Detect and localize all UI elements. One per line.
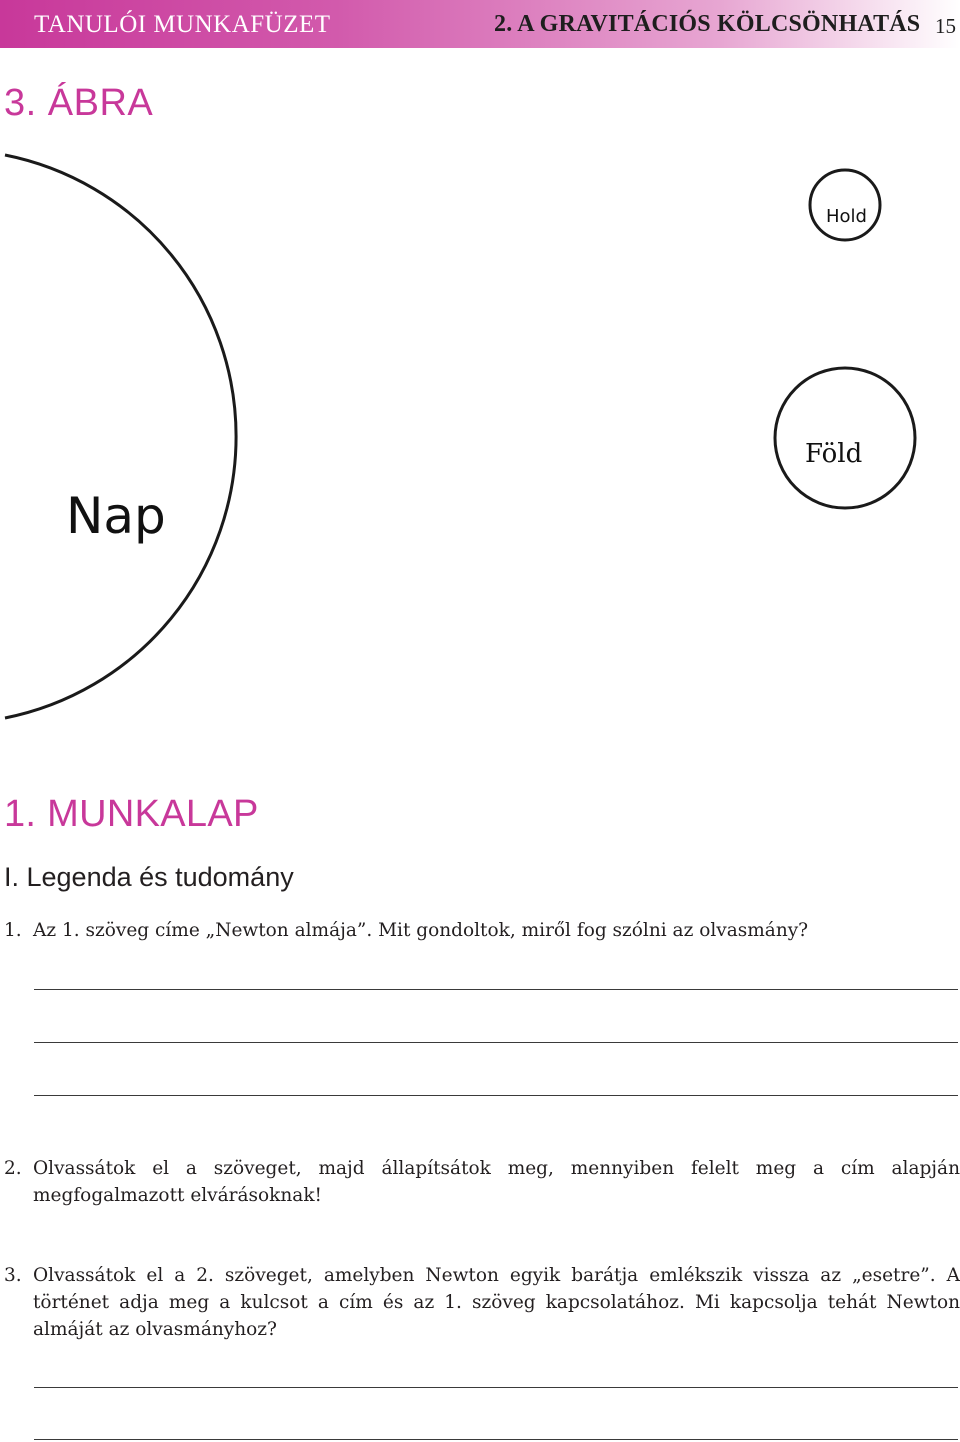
moon-label: Hold (826, 206, 867, 227)
answer-line[interactable] (34, 1387, 958, 1388)
sun-arc (5, 155, 236, 718)
sun-label: Nap (66, 487, 166, 545)
question-number: 2. (4, 1158, 22, 1179)
answer-line[interactable] (34, 1439, 958, 1440)
question-number: 3. (4, 1265, 22, 1286)
question-text: Olvassátok el a 2. szöveget, amelyben Newton egyik barátja emlékszik vissza az „esetre”. A történet adja meg a kulcsot a cím és az 1. szöveg kapcsolatához. Mi kapcsolja tehát Newton almáját az olvasmányhoz? (33, 1265, 960, 1340)
worksheet-title: 1. MUNKALAP (4, 793, 259, 835)
workbook-title: TANULÓI MUNKAFÜZET (34, 11, 331, 38)
question-3 (4, 1262, 960, 1348)
page-header (0, 0, 960, 48)
moon-circle (810, 170, 880, 240)
answer-line[interactable] (34, 989, 958, 990)
worksheet-subtitle: I. Legenda és tudomány (4, 862, 294, 892)
chapter-title: 2. A GRAVITÁCIÓS KÖLCSÖNHATÁS (494, 11, 921, 37)
question-1 (4, 917, 934, 947)
sun-earth-moon-diagram (0, 140, 960, 740)
question-text: Olvassátok el a szöveget, majd állapítsátok meg, mennyiben felelt meg a cím alapján megfogalmazott elvárásoknak! (33, 1158, 960, 1206)
question-number: 1. (4, 920, 22, 941)
question-text: Az 1. szöveg címe „Newton almája”. Mit gondoltok, miről fog szólni az olvasmány? (33, 920, 809, 941)
question-2 (4, 1155, 960, 1215)
answer-line[interactable] (34, 1042, 958, 1043)
page-number: 15 (935, 14, 956, 38)
earth-circle (775, 368, 915, 508)
earth-label: Föld (805, 439, 863, 469)
answer-line[interactable] (34, 1095, 958, 1096)
figure-title: 3. ÁBRA (4, 82, 154, 124)
